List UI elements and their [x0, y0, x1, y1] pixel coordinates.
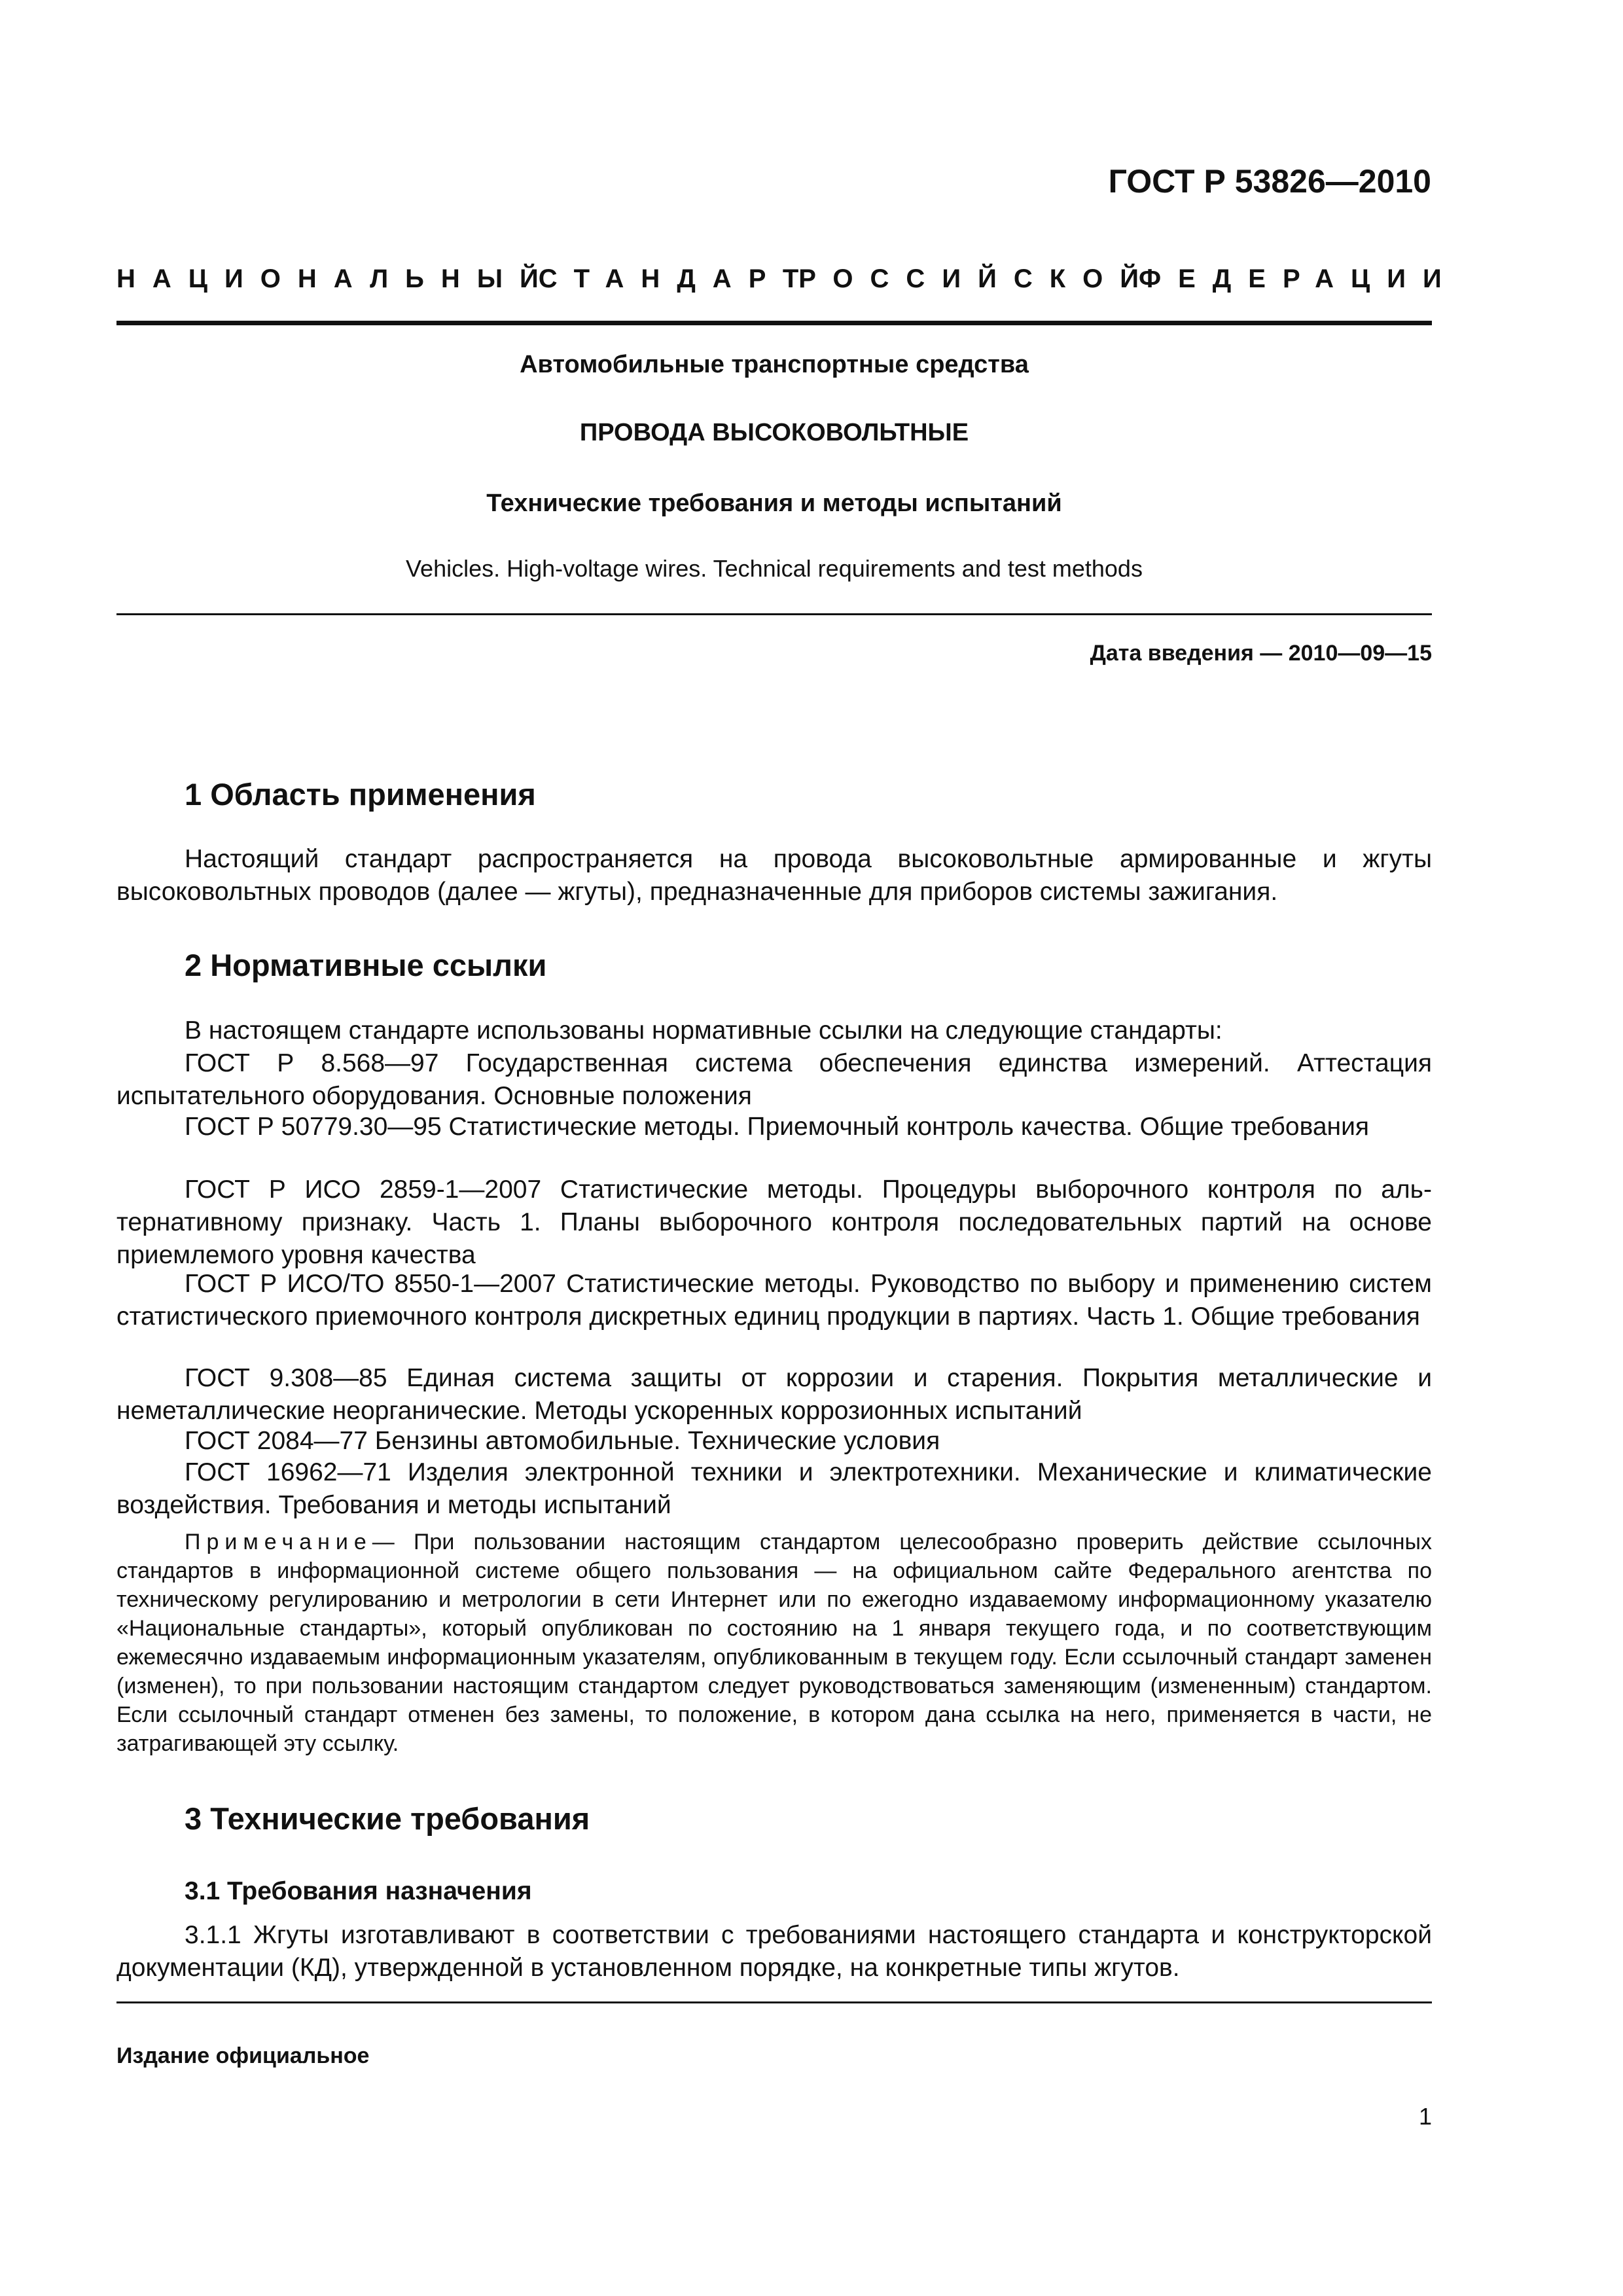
banner-word: СТАНДАРТ — [538, 264, 816, 293]
banner-word: ФЕДЕРАЦИИ — [1138, 264, 1459, 293]
header-divider — [116, 321, 1432, 325]
normative-reference: ГОСТ Р 50779.30—95 Статистические методы. Приемочный контроль качества. Общие требования — [185, 1113, 1369, 1141]
normative-reference: ГОСТ 9.308—85 Единая система защиты от коррозии и старения. Покрытия металлические и неметаллические неорганические. Методы ускоренных коррозионных испытаний — [116, 1364, 1432, 1425]
section-2-intro: В настоящем стандарте использованы нормативные ссылки на следующие стандарты: — [185, 1016, 1222, 1045]
footer-divider — [116, 2001, 1432, 2003]
page-number: 1 — [1418, 2103, 1432, 2130]
section-3-1-1-text: 3.1.1 Жгуты изготавливают в соответствии с требованиями настоящего стандарта и конструкторской документации (КД), утвержденной в установленном порядке, на конкретные типы жгутов. — [116, 1921, 1432, 1982]
document-number: ГОСТ Р 53826—2010 — [1108, 163, 1431, 200]
section-1-text: Настоящий стандарт распространяется на провода высоковольтные армированные и жгуты высоковольтных проводов (далее — жгуты), предназначенные для приборов системы зажигания. — [116, 845, 1432, 906]
normative-reference: ГОСТ 2084—77 Бензины автомобильные. Технические условия — [185, 1427, 940, 1455]
banner-word: РОССИЙСКОЙ — [798, 264, 1156, 293]
section-1-heading: 1 Область применения — [185, 777, 536, 812]
title-english: Vehicles. High-voltage wires. Technical requirements and test methods — [406, 555, 1143, 582]
title-subtitle: Технические требования и методы испытаний — [486, 490, 1062, 517]
national-standard-banner — [116, 264, 1459, 294]
note-text: — При пользовании настоящим стандартом целесообразно проверить действие ссылочных стандартов в информационной системе общего пользования — на официальном сайте Федерального агентства по техническому регулированию и метрологии в сети Интернет или по ежегодно издаваемому информационному указателю «Национальные стандарты», который опубликован по состоянию на 1 января текущего года, и по соответствующим ежемесячно издаваемым информационным указателям, опубликованным в текущем году. Если ссылочный стандарт заменен (изменен), то при пользовании настоящим стандартом следует руководствоваться заменяющим (измененным) стандартом. Если ссылочный стандарт отменен без замены, то положение, в котором дана ссылка на него, применяется в части, не затрагивающей эту ссылку. — [116, 1530, 1432, 1756]
banner-word: НАЦИОНАЛЬНЫЙ — [116, 264, 556, 293]
normative-reference: ГОСТ 16962—71 Изделия электронной техники и электротехники. Механические и климатические воздействия. Требования и методы испытаний — [116, 1458, 1432, 1519]
note-label: Примечание — [185, 1530, 372, 1554]
normative-reference: ГОСТ Р ИСО 2859-1—2007 Статистические методы. Процедуры выборочного контроля по альтернативному признаку. Часть 1. Планы выборочного контроля последовательных партий на основе приемлемого уровня качества — [116, 1175, 1432, 1269]
section-2-heading: 2 Нормативные ссылки — [185, 948, 547, 982]
normative-reference: ГОСТ Р ИСО/ТО 8550-1—2007 Статистические методы. Руководство по выбору и применению систем статистического приемочного контроля дискретных единиц продукции в партиях. Часть 1. Общие требования — [116, 1270, 1432, 1331]
normative-reference: ГОСТ Р 8.568—97 Государственная система обеспечения единства измерений. Аттестация испытательного оборудования. Основные положения — [116, 1049, 1432, 1110]
section-3-heading: 3 Технические требования — [185, 1801, 590, 1836]
title-main: ПРОВОДА ВЫСОКОВОЛЬТНЫЕ — [579, 419, 969, 446]
title-divider — [116, 613, 1432, 615]
note — [116, 1528, 1432, 1758]
introduction-date: Дата введения — 2010—09—15 — [1090, 641, 1432, 666]
title-category: Автомобильные транспортные средства — [520, 351, 1029, 378]
section-3-1-heading: 3.1 Требования назначения — [185, 1877, 532, 1905]
edition-label: Издание официальное — [116, 2043, 370, 2068]
